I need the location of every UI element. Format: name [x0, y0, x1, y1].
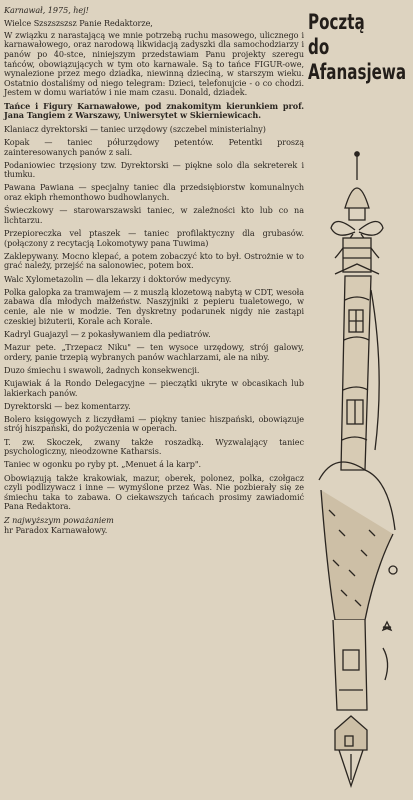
- dance-entry: Dyrektorski — bez komentarzy.: [4, 400, 131, 411]
- carnival-pen-illustration: [305, 150, 410, 790]
- dance-list: [4, 125, 304, 470]
- title-line-1: Pocztą: [308, 10, 365, 34]
- dance-list-heading: Tańce i Figury Karnawałowe, pod znakomitym kierunkiem prof. Jana Tangiem z Warszawy, Uniwersytet w Skierniewicach.: [4, 100, 304, 121]
- dance-entry: Mazur pete. „Trzepacz Niku" — ten wysoce urzędowy, strój galowy, ordery, panie trzepią wybranych panów wachlarzami, ale na niby.: [4, 341, 304, 362]
- signature: hr Paradox Karnawałowy.: [4, 525, 108, 536]
- outro-paragraph: Obowiązują także krakowiak, mazur, oberek, polonez, polka, czołgacz czyli podlizywacz i inne — wymyślone przez Was. Nie pozbierały się ze śmiechu taka to zabawa. O ciekawszych tańcach prosimy zawiadomić Pana Redaktora.: [4, 472, 304, 512]
- salutation: Wielce Szszszszsz Panie Redaktorze,: [4, 18, 153, 29]
- dateline: Karnawał, 1975, hej!: [4, 5, 89, 15]
- bow-left: [331, 221, 355, 235]
- dance-entry: Przepioreczka vel ptaszek — taniec profilaktyczny dla grubasów. (połączony z recytacją Lokomotywy pana Tuwima): [4, 228, 304, 248]
- pen-cap: [343, 238, 371, 272]
- intro-paragraph: W związku z narastającą we mnie potrzebą ruchu masowego, ulicznego i karnawałowego, oraz narodową likwidacją zadyszki dla samochodziarzy i panów po 40-stce, niniejszym przedstawiam Panu projekty szeregu tańców, obowiązujących w tym oto karnawale. Są to tańce FIGUR-owe, wynalezione przez mego dziadka, niewinną dzieciną, w starszym wieku. Ostatnio dostaliśmy od niego telegram: Dzieci, telefonujcie - o co chodzi. Jestem w domu wariatów i nie mam czasu. Donald, dziadek.: [4, 29, 304, 98]
- title-line-3: Afanasjewa: [308, 60, 407, 84]
- cupola-base: [349, 208, 365, 220]
- dance-entry: Bolero księgowych z liczydłami — piękny taniec hiszpański, obowiązuje strój hiszpański, do pożyczenia w operach.: [4, 413, 304, 434]
- closing-phrase: Z najwyższym poważaniem: [4, 514, 114, 525]
- dance-entry: Polka galopka za tramwajem — z muszlą klozetową nabytą w CDT, wesoła zabawa dla młodych małżeństw. Naszyjniki z pepieru tualetowego, w cenie, ale nie w modzie. Ten dyskretny podarunek nigdy nie zastąpi czeskiej biżuterii, Korale ach Korale.: [4, 286, 304, 326]
- letter-column: [4, 6, 304, 796]
- dance-entry: Zaklepywany. Mocno klepać, a potem zobaczyć kto to był. Ostrożnie w to grać należy, przejść na salonowiec, potem box.: [4, 250, 304, 271]
- dance-entry: Taniec w ogonku po ryby pt. „Menuet á la karp".: [4, 459, 202, 470]
- pen-clip: [371, 290, 379, 450]
- dance-entry: Kopak — taniec półurzędowy petentów. Petentki proszą zainteresowanych panów z sali.: [4, 136, 304, 157]
- sleeve-body: [321, 490, 393, 620]
- dance-entry: Kujawiak á la Rondo Delegacyjne — pieczątki ukryte w obcasikach lub lakierkach panów.: [4, 377, 304, 398]
- tassel: [383, 648, 388, 680]
- title-line-2: do: [308, 35, 330, 59]
- pen-barrel: [341, 276, 371, 470]
- dance-entry: Kadryl Guajazyl — z pokasływaniem dla pediatrów.: [4, 328, 211, 339]
- dance-entry: Podaniowiec trzęsiony tzw. Dyrektorski — piękne solo dla sekreterek i tłumku.: [4, 159, 304, 180]
- dance-entry: T. zw. Skoczek, zwany także roszadką. Wyzwalający taniec psychologiczny, nieodzowne Katharsis.: [4, 436, 304, 457]
- dance-entry: Pawana Pawiana — specjalny taniec dla przedsiębiorstw komunalnych oraz ekiph rhemonthowo budhowlanych.: [4, 182, 304, 203]
- article-title: [308, 10, 407, 85]
- cupola: [345, 188, 369, 208]
- bow-right: [359, 221, 383, 235]
- star-ornament: [383, 622, 391, 630]
- bead-ornament: [389, 566, 397, 574]
- dance-entry: Duzo śmiechu i swawoli, żadnych konsekwencji.: [4, 364, 200, 375]
- dance-entry: Świeczkowy — starowarszawski taniec, w zależności kto lub co na lichtarzu.: [4, 205, 304, 225]
- little-house: [335, 716, 367, 750]
- lower-barrel: [333, 620, 367, 710]
- dance-entry: Walc Xylometazolin — dla lekarzy i doktorów medycyny.: [4, 273, 232, 284]
- spire-finial: [355, 152, 359, 156]
- dance-entry: Klaniacz dyrektorski — taniec urzędowy (szczebel ministerialny): [4, 123, 266, 134]
